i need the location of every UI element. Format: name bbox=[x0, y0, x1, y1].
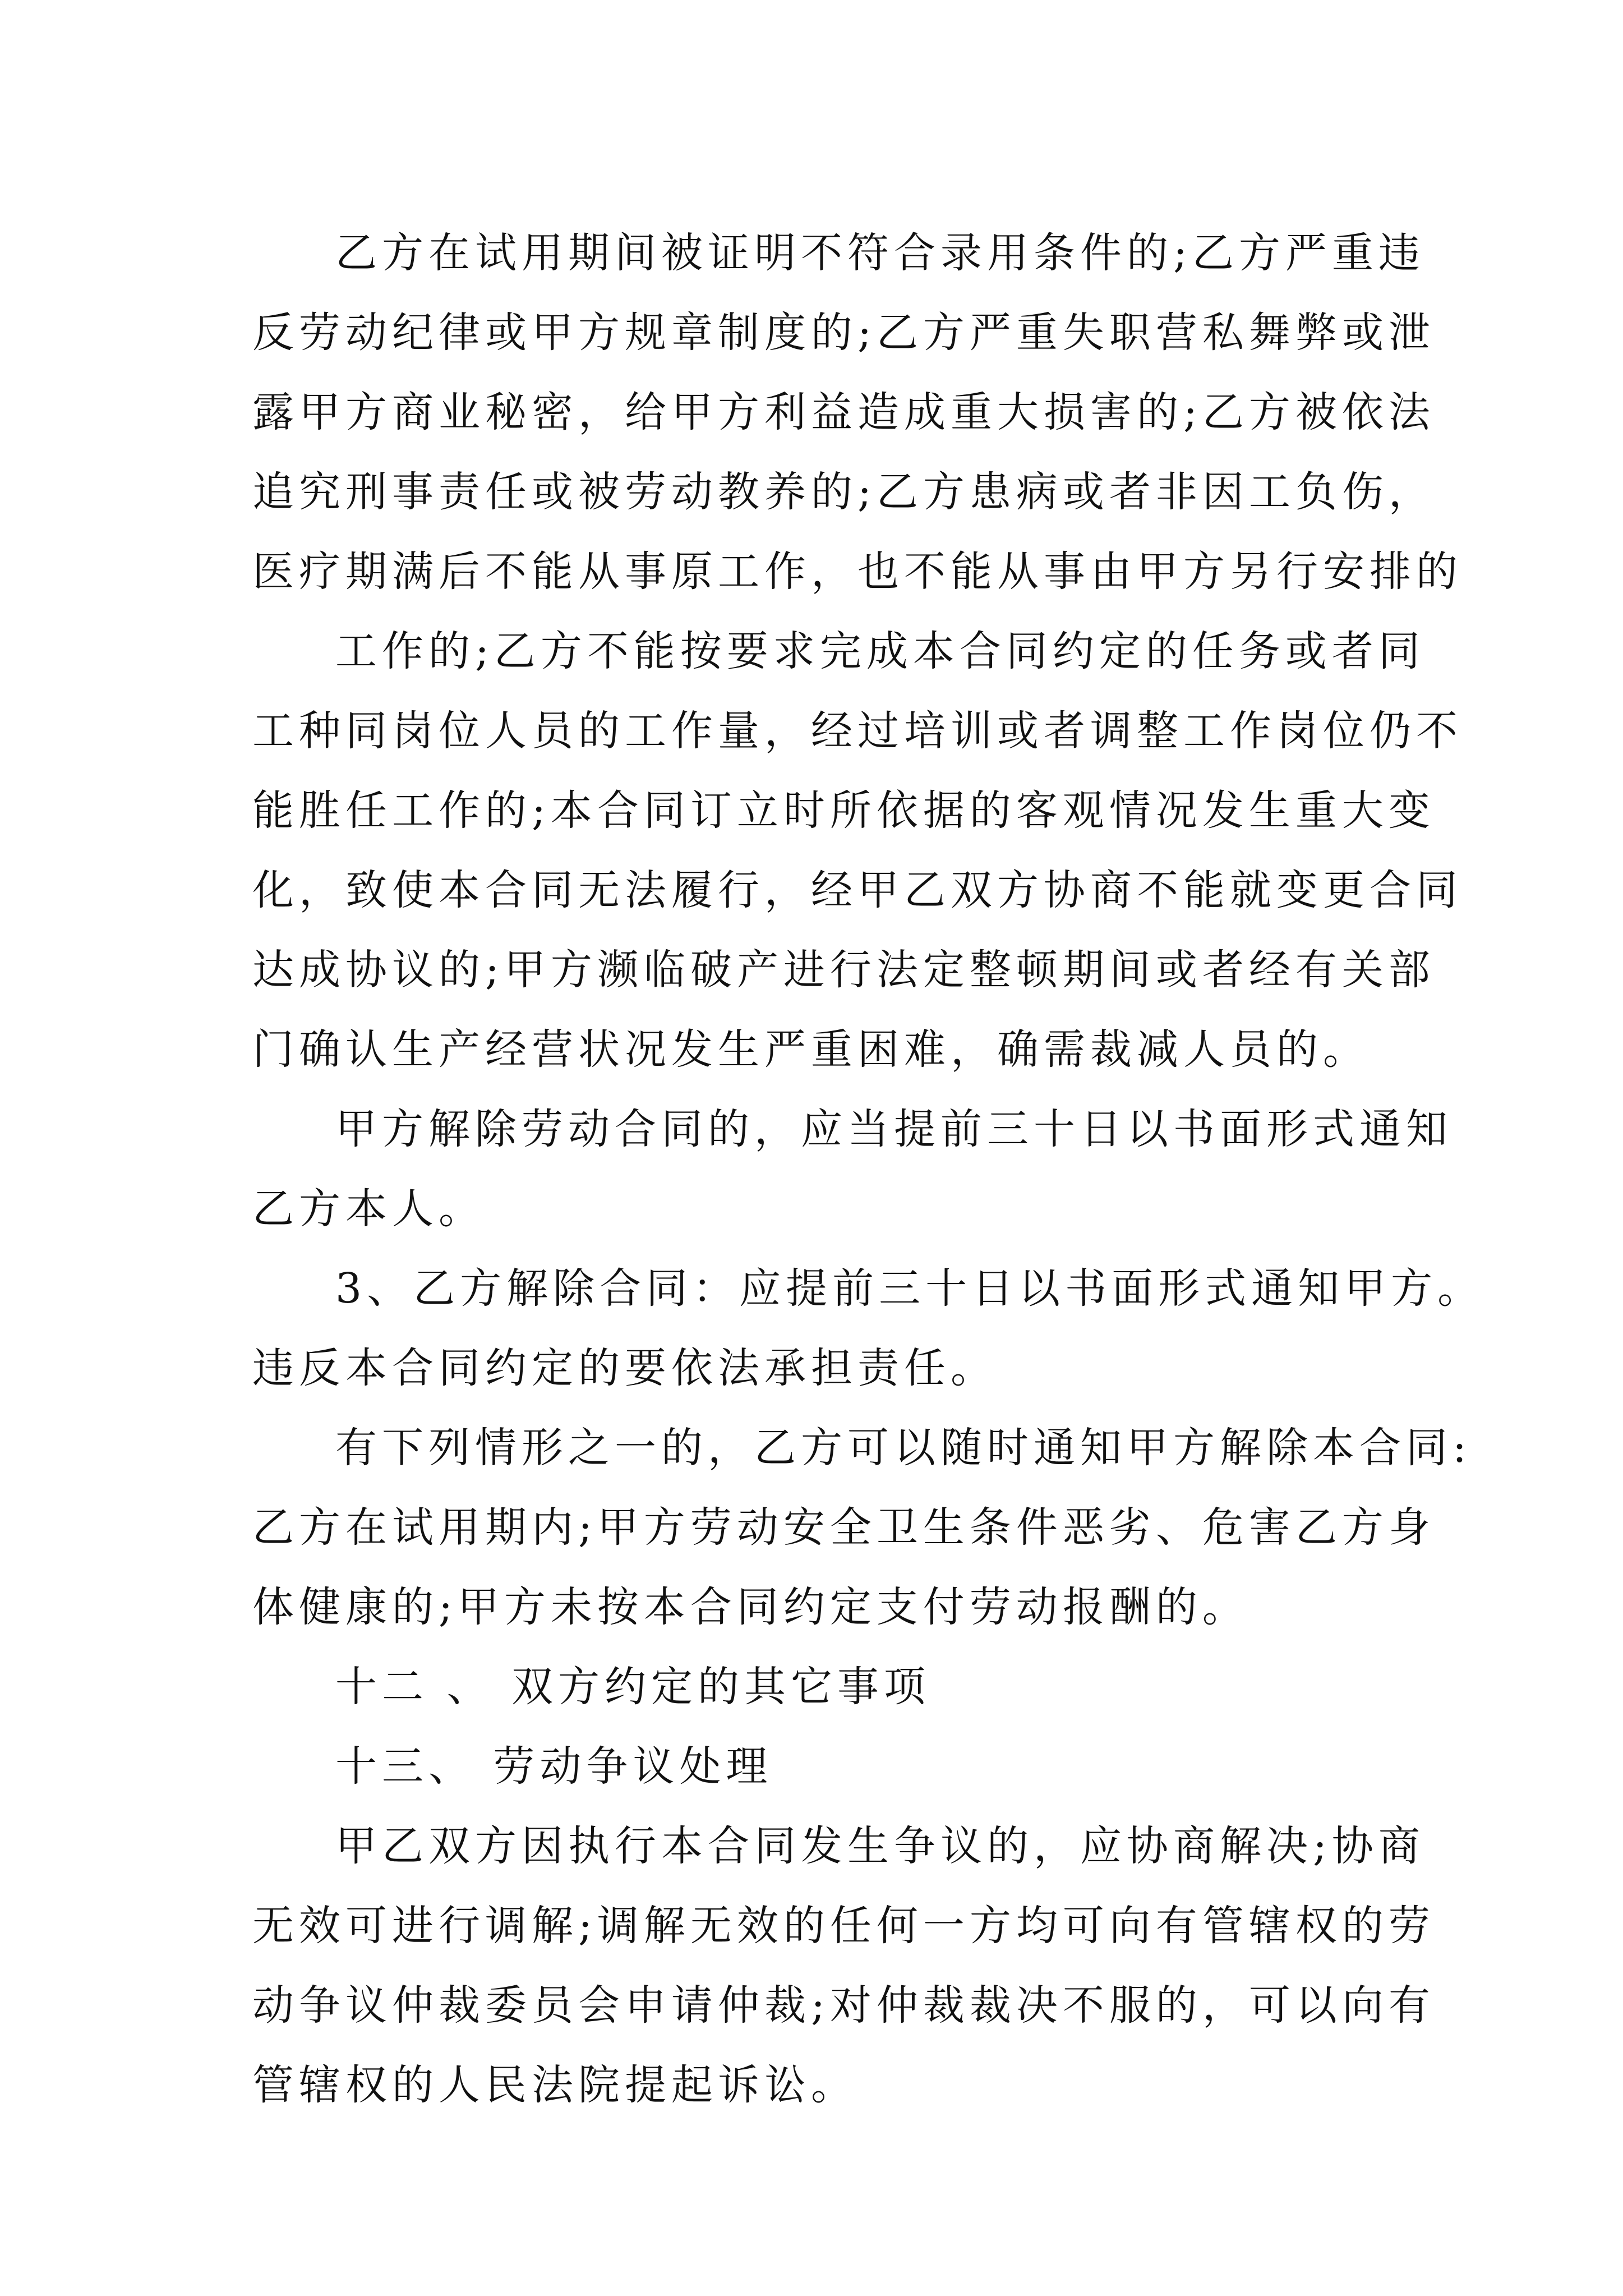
text-line: 反劳动纪律或甲方规章制度的;乙方严重失职营私舞弊或泄 bbox=[252, 309, 1435, 357]
paragraph bbox=[252, 1727, 1374, 1806]
text-line: 露甲方商业秘密，给甲方利益造成重大损害的;乙方被依法 bbox=[252, 388, 1435, 436]
text-line: 达成协议的;甲方濒临破产进行法定整顿期间或者经有关部 bbox=[252, 946, 1435, 994]
text-line: 追究刑事责任或被劳动教养的;乙方患病或者非因工负伤， bbox=[252, 468, 1435, 516]
text-line: 甲乙双方因执行本合同发生争议的，应协商解决;协商 bbox=[335, 1822, 1425, 1870]
text-line: 能胜任工作的;本合同订立时所依据的客观情况发生重大变 bbox=[252, 786, 1435, 835]
paragraph bbox=[252, 611, 1463, 1089]
paragraph bbox=[252, 1089, 1453, 1249]
text-line: 管辖权的人民法院提起诉讼。 bbox=[252, 2061, 857, 2109]
text-line: 有下列情形之一的，乙方可以随时通知甲方解除本合同: bbox=[335, 1424, 1472, 1472]
paragraph bbox=[252, 1408, 1472, 1647]
text-line: 乙方在试用期内;甲方劳动安全卫生条件恶劣、危害乙方身 bbox=[252, 1503, 1435, 1552]
text-line: 十二 、 双方约定的其它事项 bbox=[335, 1663, 931, 1711]
text-line: 3、乙方解除合同：应提前三十日以书面形式通知甲方。 bbox=[335, 1264, 1484, 1313]
paragraph bbox=[252, 1806, 1435, 2125]
text-line: 工作的;乙方不能按要求完成本合同约定的任务或者同 bbox=[335, 627, 1425, 675]
paragraph bbox=[252, 1647, 1374, 1727]
text-line: 乙方在试用期间被证明不符合录用条件的;乙方严重违 bbox=[335, 229, 1425, 277]
text-line: 化，致使本合同无法履行，经甲乙双方协商不能就变更合同 bbox=[252, 866, 1463, 914]
text-line: 甲方解除劳动合同的，应当提前三十日以书面形式通知 bbox=[335, 1105, 1453, 1153]
paragraph bbox=[252, 1249, 1484, 1408]
text-line: 门确认生产经营状况发生严重困难，确需裁减人员的。 bbox=[252, 1025, 1370, 1074]
text-line: 体健康的;甲方未按本合同约定支付劳动报酬的。 bbox=[252, 1583, 1249, 1631]
text-line: 动争议仲裁委员会申请仲裁;对仲裁裁决不服的，可以向有 bbox=[252, 1981, 1435, 2030]
document-body bbox=[252, 213, 1484, 2125]
text-line: 十三、 劳动争议处理 bbox=[335, 1742, 773, 1791]
paragraph bbox=[252, 213, 1463, 611]
text-line: 乙方本人。 bbox=[252, 1185, 485, 1233]
text-line: 医疗期满后不能从事原工作，也不能从事由甲方另行安排的 bbox=[252, 547, 1463, 596]
text-line: 工种同岗位人员的工作量，经过培训或者调整工作岗位仍不 bbox=[252, 707, 1463, 755]
text-line: 无效可进行调解;调解无效的任何一方均可向有管辖权的劳 bbox=[252, 1902, 1435, 1950]
text-line: 违反本合同约定的要依法承担责任。 bbox=[252, 1344, 997, 1392]
